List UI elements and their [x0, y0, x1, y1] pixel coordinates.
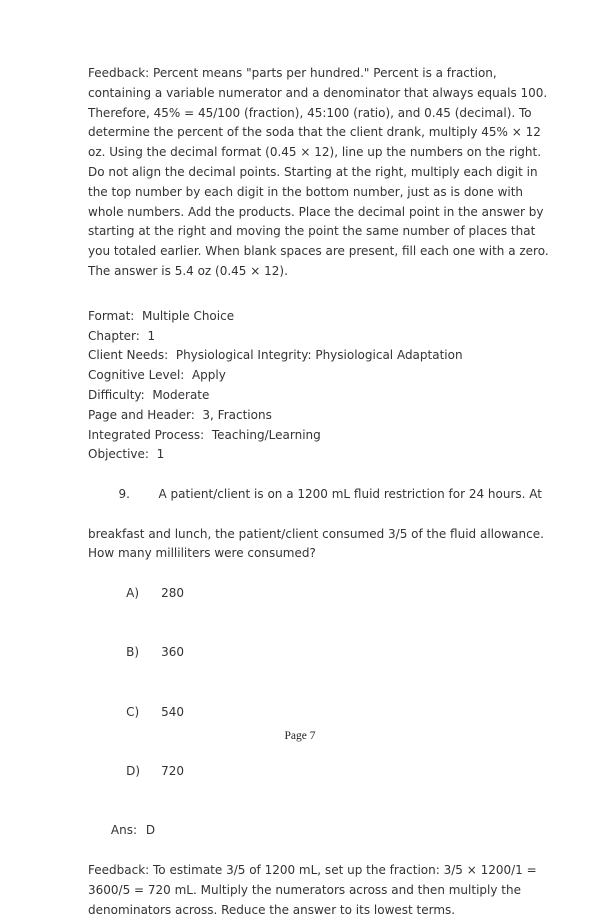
metadata-line: Objective: 1 [88, 447, 165, 462]
answer-option [88, 624, 548, 683]
feedback-text-line: whole numbers. Add the products. Place the decimal point in the answer by [88, 204, 544, 219]
question-text-line: How many milliliters were consumed? [88, 546, 316, 561]
metadata-line: Client Needs: Physiological Integrity: Physiological Adaptation [88, 348, 463, 363]
answer-label: Ans: [110, 823, 137, 838]
option-label: A) [126, 585, 140, 600]
feedback-text-line: 3600/5 = 720 mL. Multiply the numerators across and then multiply the [88, 882, 521, 897]
question-number: 9. [118, 486, 130, 501]
question-stem [88, 465, 548, 564]
question-text: A patient/client is on a 1200 mL fluid restriction for 24 hours. At [158, 486, 543, 501]
feedback-text-line: the top number by each digit in the bottom number, just as is done with [88, 184, 524, 199]
answer-options-list [88, 564, 548, 802]
feedback-text-line: Therefore, 45% = 45/100 (fraction), 45:100 (ratio), and 0.45 (decimal). To [88, 105, 532, 120]
answer-value: D [145, 823, 156, 838]
metadata-line: Difficulty: Moderate [88, 387, 210, 402]
question-continuation [88, 525, 548, 565]
feedback-text-line: starting at the right and moving the point the same number of places that [88, 224, 536, 239]
question-metadata-block [88, 307, 548, 465]
feedback-text-line: containing a variable numerator and a denominator that always equals 100. [88, 85, 548, 100]
answer-line [88, 802, 548, 861]
option-label: C) [126, 704, 140, 719]
option-value: 360 [161, 645, 185, 660]
option-value: 540 [161, 704, 185, 719]
feedback-text-line: Feedback: To estimate 3/5 of 1200 mL, set up the fraction: 3/5 × 1200/1 = [88, 863, 537, 878]
feedback-text-line: you totaled earlier. When blank spaces are present, fill each one with a zero. [88, 244, 549, 259]
metadata-line: Format: Multiple Choice [88, 308, 235, 323]
page-content [88, 64, 548, 920]
question-first-line [88, 465, 548, 524]
option-label: D) [126, 764, 141, 779]
metadata-line: Page and Header: 3, Fractions [88, 407, 272, 422]
feedback-paragraph-1 [88, 64, 548, 282]
feedback-text-line: oz. Using the decimal format (0.45 × 12), line up the numbers on the right. [88, 145, 542, 160]
feedback-text-line: denominators across. Reduce the answer to its lowest terms. [88, 902, 456, 917]
answer-option [88, 564, 548, 623]
page-footer: Page 7 [284, 730, 316, 742]
feedback-text-line: The answer is 5.4 oz (0.45 × 12). [88, 263, 288, 278]
question-text-line: breakfast and lunch, the patient/client consumed 3/5 of the fluid allowance. [88, 526, 544, 541]
feedback-text-line: determine the percent of the soda that the client drank, multiply 45% × 12 [88, 125, 541, 140]
option-value: 720 [161, 764, 185, 779]
feedback-paragraph-2 [88, 861, 548, 920]
option-value: 280 [161, 585, 185, 600]
option-label: B) [126, 645, 140, 660]
answer-option [88, 742, 548, 801]
feedback-text-line: Do not align the decimal points. Starting at the right, multiply each digit in [88, 164, 538, 179]
metadata-line: Cognitive Level: Apply [88, 368, 226, 383]
metadata-line: Chapter: 1 [88, 328, 156, 343]
metadata-line: Integrated Process: Teaching/Learning [88, 427, 321, 442]
feedback-text-line: Feedback: Percent means "parts per hundred." Percent is a fraction, [88, 66, 497, 80]
